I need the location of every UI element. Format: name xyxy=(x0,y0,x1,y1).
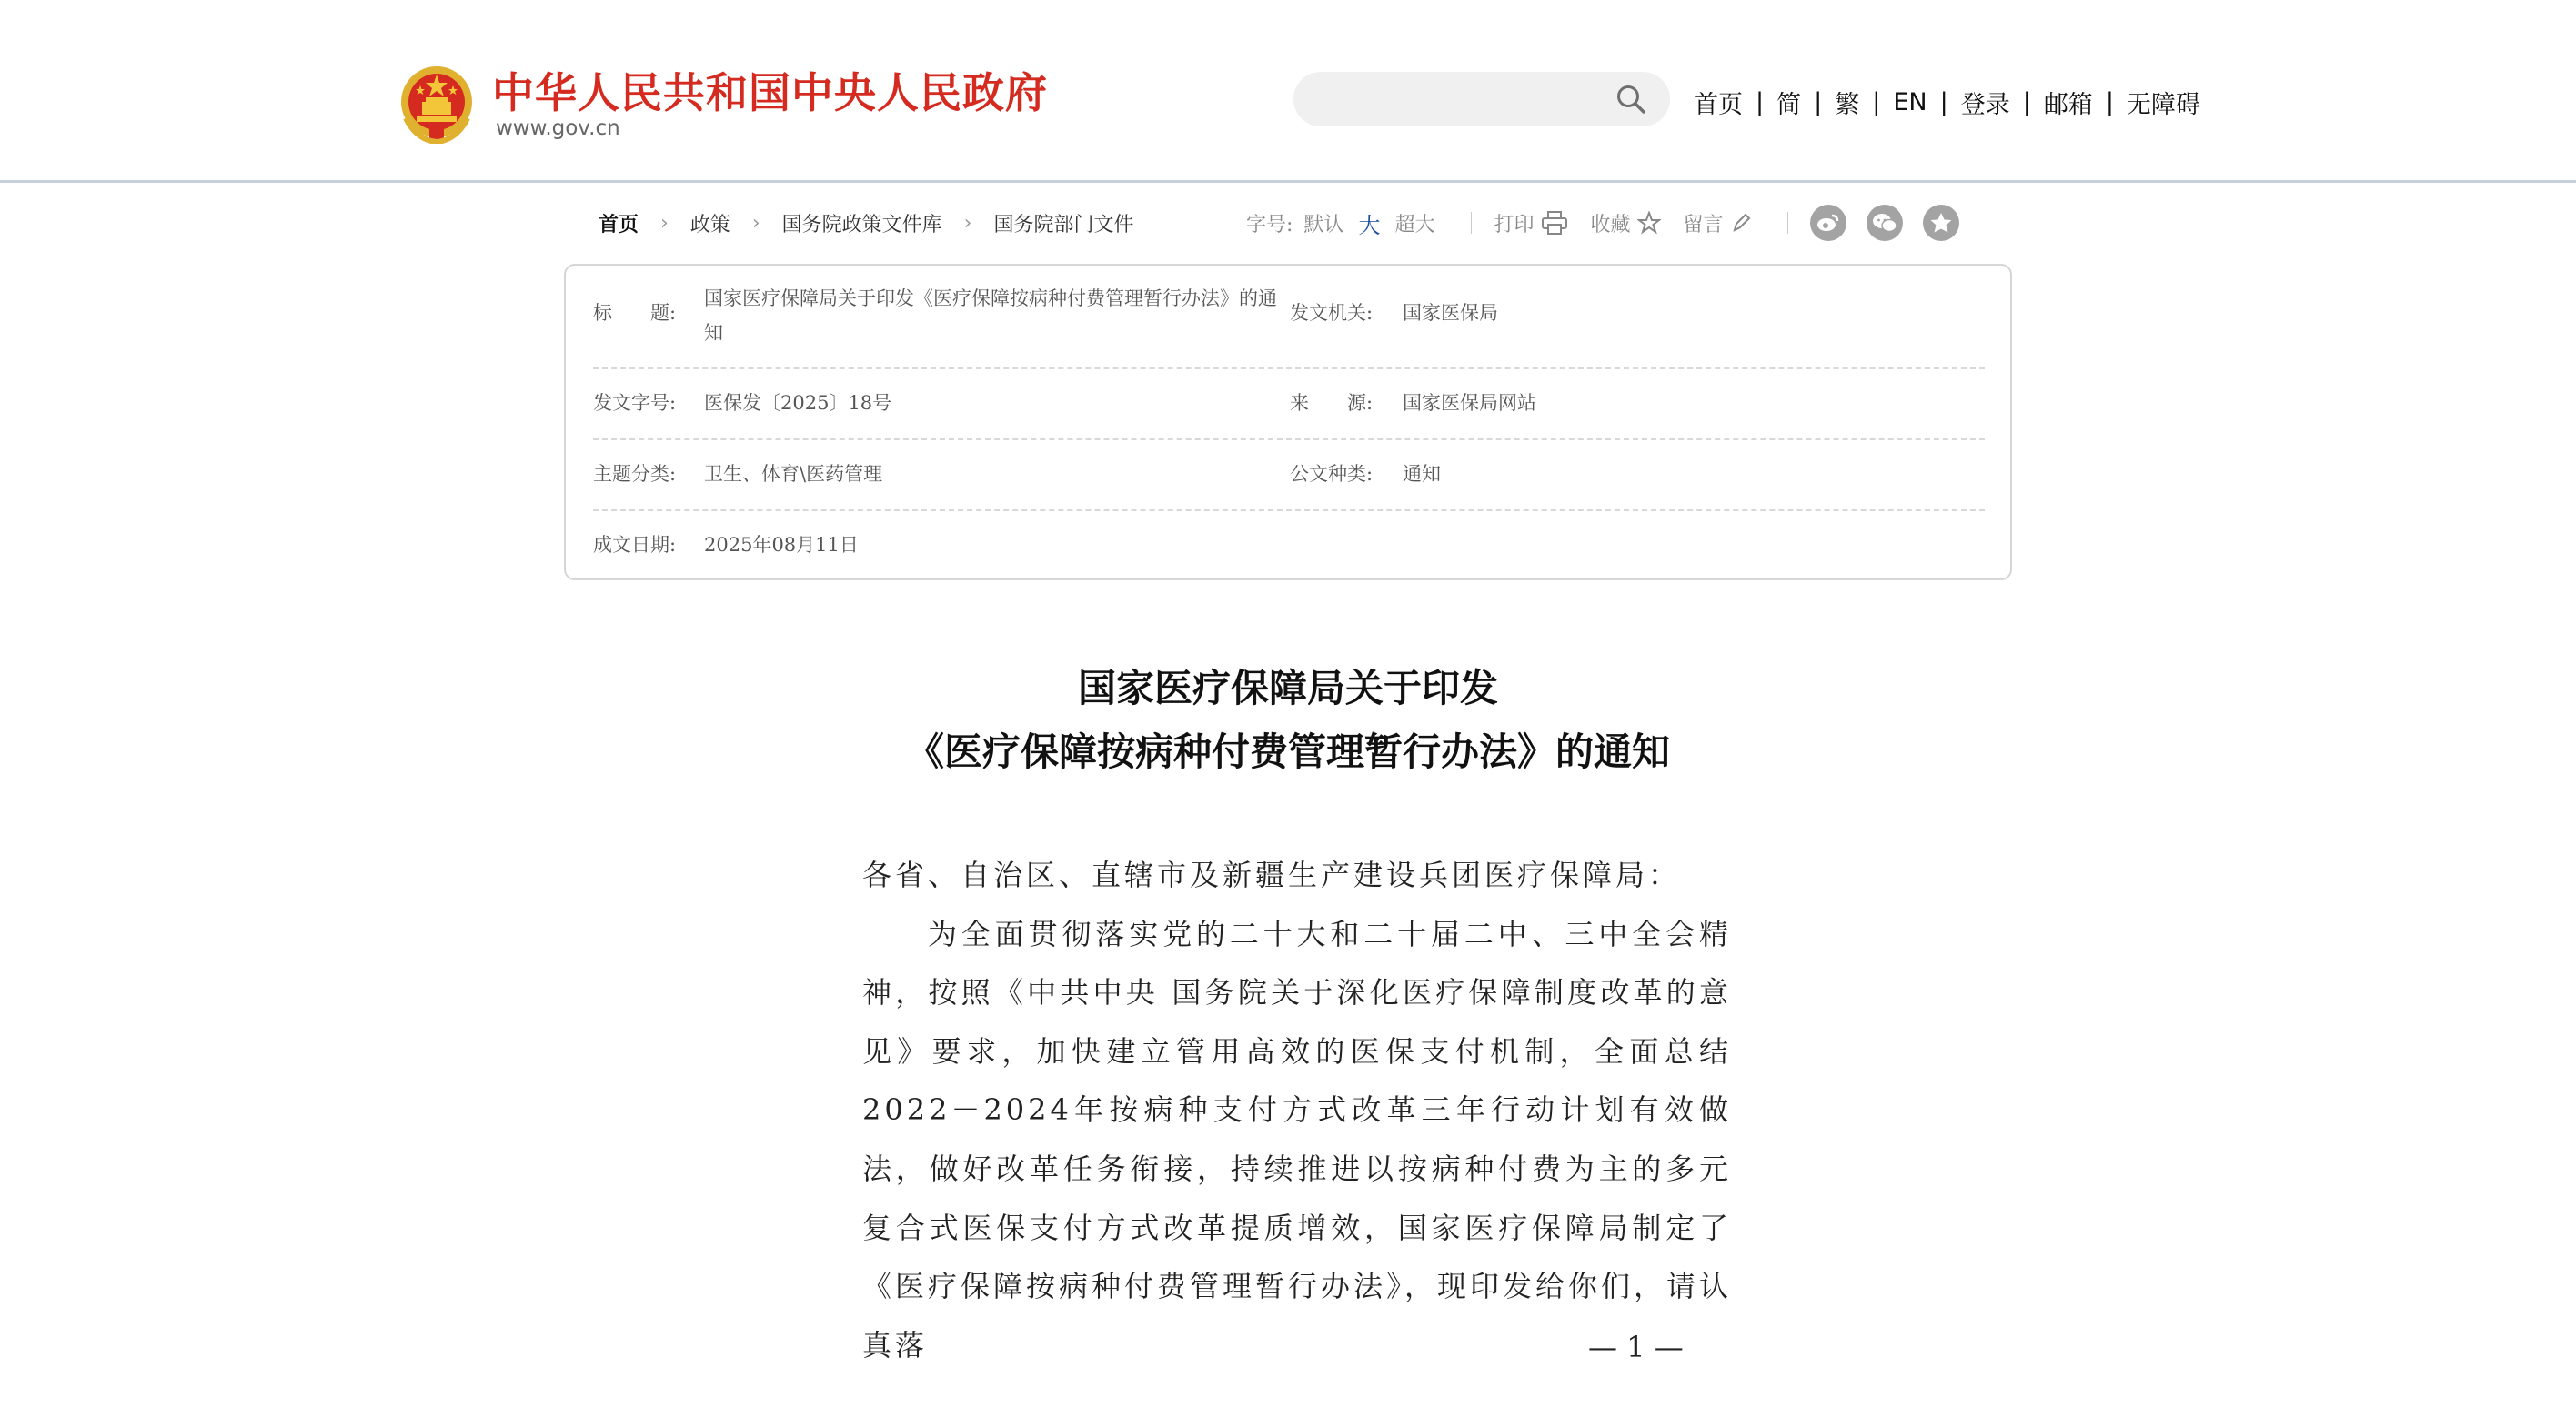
weibo-icon[interactable] xyxy=(1810,205,1846,241)
info-row xyxy=(593,509,1985,578)
printer-icon xyxy=(1541,210,1568,236)
date-label: 成文日期: xyxy=(593,534,677,556)
font-size-label: 字号: xyxy=(1246,213,1293,236)
doctype-value: 通知 xyxy=(1403,463,1441,485)
document-info-table xyxy=(564,264,2012,580)
nav-traditional[interactable]: 繁 xyxy=(1835,90,1860,119)
font-size-large[interactable]: 大 xyxy=(1358,212,1381,238)
tools-divider xyxy=(1787,212,1788,234)
topic-value: 卫生、体育\医药管理 xyxy=(704,463,883,485)
title-value: 国家医疗保障局关于印发《医疗保障按病种付费管理暂行办法》的通知 xyxy=(704,287,1277,344)
page-number: — 1 — xyxy=(1588,1330,1684,1364)
article-tools xyxy=(1246,202,1979,244)
favorite-label: 收藏 xyxy=(1590,213,1631,236)
national-emblem-icon[interactable] xyxy=(398,64,475,144)
comment-button[interactable] xyxy=(1683,209,1750,237)
info-row xyxy=(593,367,1985,440)
nav-login[interactable]: 登录 xyxy=(1960,90,2010,119)
title-label: 标 题: xyxy=(593,302,677,324)
doc-number-value: 医保发〔2025〕18号 xyxy=(704,392,892,414)
breadcrumb xyxy=(599,207,1134,238)
issuer-label: 发文机关: xyxy=(1290,302,1374,324)
document-body xyxy=(862,846,1732,1374)
source-label: 来 源: xyxy=(1290,392,1374,414)
site-name[interactable]: 中华人民共和国中央人民政府 xyxy=(492,68,1048,117)
nav-separator: | xyxy=(1756,87,1765,116)
document-paragraph: 为全面贯彻落实党的二十大和二十届二中、三中全会精神，按照《中共中央 国务院关于深化医疗保障制度改革的意见》要求，加快建立管用高效的医保支付机制，全面总结2022－2024年按病种支付方式改革三年行动计划有效做法，做好改革任务衔接，持续推进以按病种付费为主的多元复合式医保支付方式改革提质增效，国家医疗保障局制定了《医疗保障按病种付费管理暂行办法》，现印发给你们，请认真落 xyxy=(862,916,1733,1363)
document-title-line1: 国家医疗保障局关于印发 xyxy=(1077,666,1498,710)
nav-separator: | xyxy=(1872,87,1881,116)
tools-divider xyxy=(1471,212,1472,234)
source-value: 国家医保局网站 xyxy=(1403,392,1536,414)
nav-english[interactable]: EN xyxy=(1893,87,1927,116)
date-value: 2025年08月11日 xyxy=(704,534,859,556)
nav-mailbox[interactable]: 邮箱 xyxy=(2043,90,2093,119)
nav-home[interactable]: 首页 xyxy=(1694,90,1743,119)
chevron-right-icon: › xyxy=(751,211,760,235)
info-row xyxy=(593,438,1985,511)
breadcrumb-department-docs[interactable]: 国务院部门文件 xyxy=(993,213,1134,236)
site-url: www.gov.cn xyxy=(496,116,620,140)
pencil-icon xyxy=(1731,212,1751,234)
print-label: 打印 xyxy=(1494,213,1535,236)
site-header xyxy=(0,0,2576,183)
search-input[interactable] xyxy=(1315,81,1610,119)
document-greeting: 各省、自治区、直辖市及新疆生产建设兵团医疗保障局： xyxy=(862,858,1682,892)
star-icon xyxy=(1637,211,1661,235)
qzone-icon[interactable] xyxy=(1923,205,1959,241)
doc-number-label: 发文字号: xyxy=(593,392,677,414)
breadcrumb-home[interactable]: 首页 xyxy=(599,212,639,236)
info-row xyxy=(593,266,1985,369)
nav-accessibility[interactable]: 无障碍 xyxy=(2126,90,2200,119)
top-nav xyxy=(1694,84,2200,120)
issuer-value: 国家医保局 xyxy=(1403,302,1498,324)
chevron-right-icon: › xyxy=(660,211,669,235)
nav-separator: | xyxy=(1814,87,1823,116)
font-size-xlarge[interactable]: 超大 xyxy=(1394,213,1435,236)
chevron-right-icon: › xyxy=(963,211,972,235)
nav-separator: | xyxy=(2022,87,2031,116)
search-box xyxy=(1293,72,1670,126)
nav-simplified[interactable]: 简 xyxy=(1776,90,1802,119)
doctype-label: 公文种类: xyxy=(1290,463,1374,485)
search-icon[interactable] xyxy=(1615,84,1646,115)
document-title-line2: 《医疗保障按病种付费管理暂行办法》的通知 xyxy=(905,729,1670,774)
comment-label: 留言 xyxy=(1683,213,1724,236)
favorite-button[interactable] xyxy=(1590,209,1661,237)
nav-separator: | xyxy=(1939,87,1948,116)
font-size-default[interactable]: 默认 xyxy=(1303,213,1344,236)
print-button[interactable] xyxy=(1494,209,1568,237)
breadcrumb-policy[interactable]: 政策 xyxy=(689,213,730,236)
wechat-icon[interactable] xyxy=(1867,205,1903,241)
topic-label: 主题分类: xyxy=(593,463,677,485)
nav-separator: | xyxy=(2105,87,2114,116)
breadcrumb-policy-library[interactable]: 国务院政策文件库 xyxy=(781,213,942,236)
